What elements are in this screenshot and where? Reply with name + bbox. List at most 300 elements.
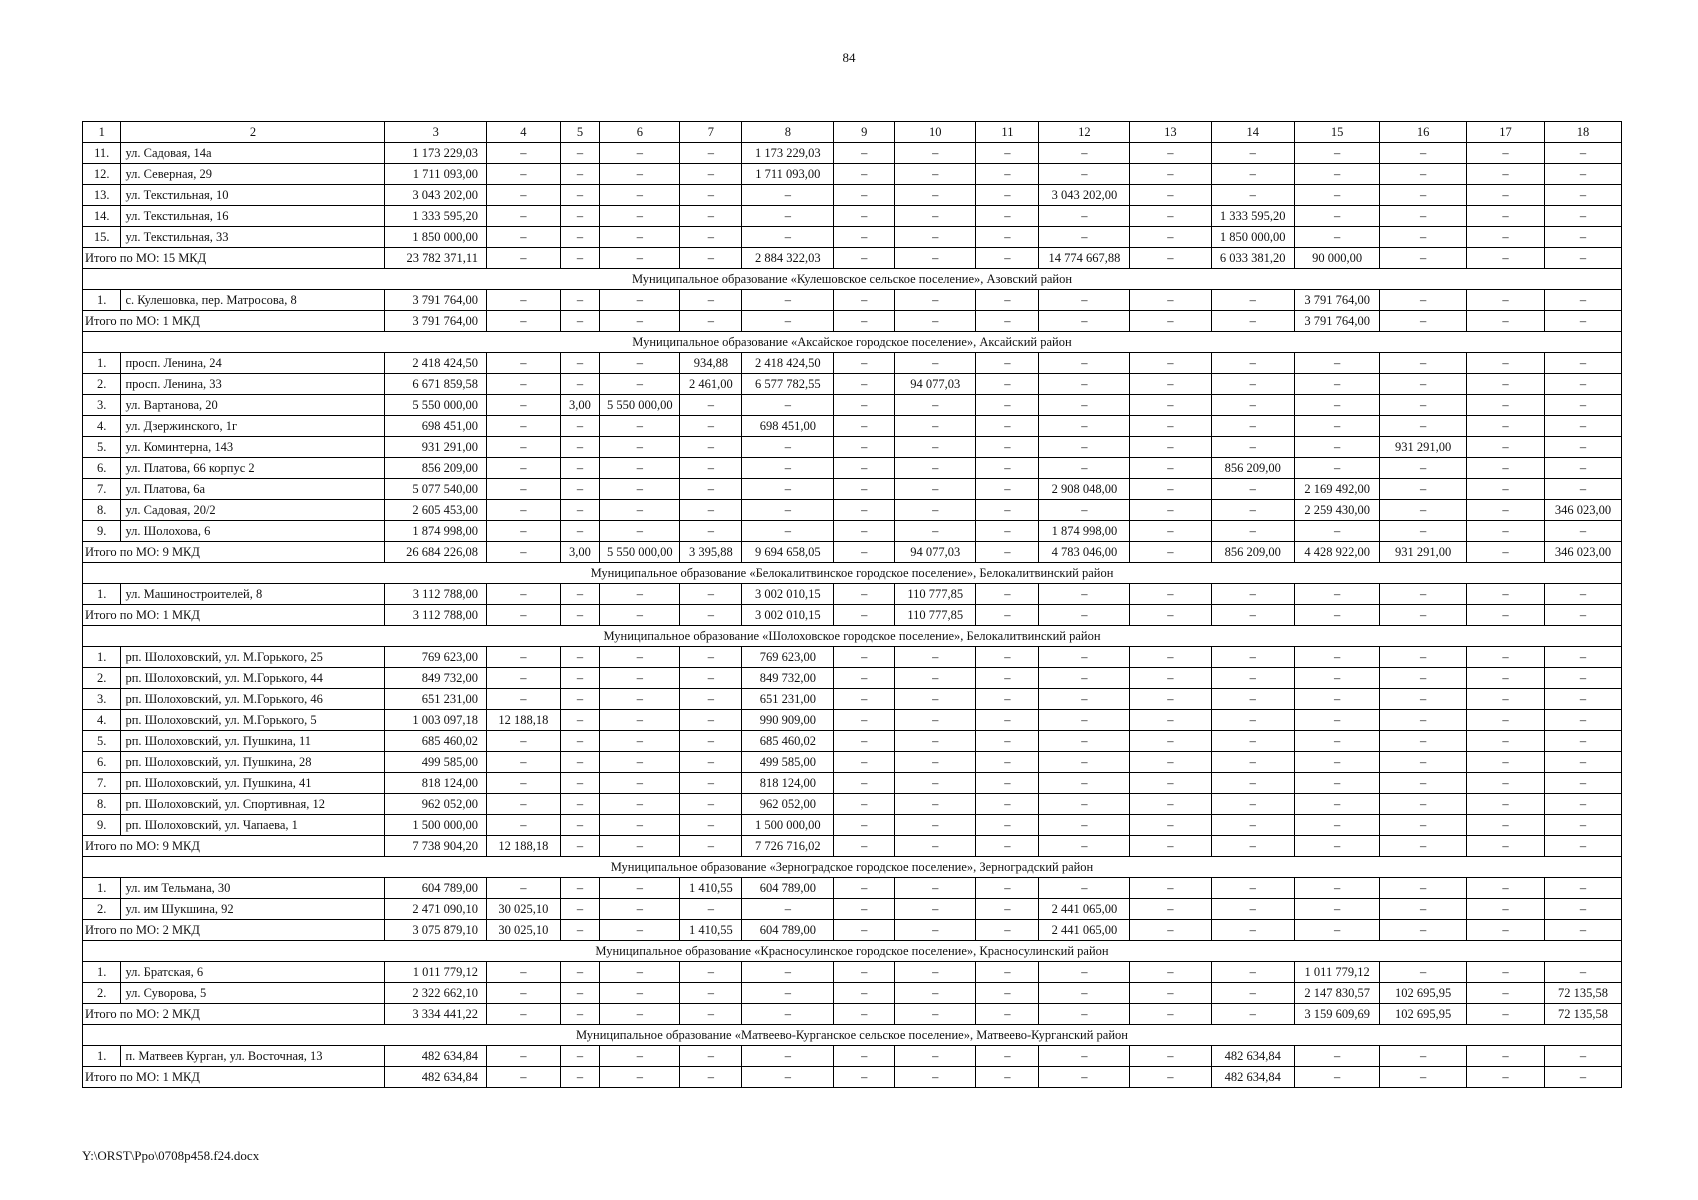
table-cell: – [1544,920,1621,941]
table-cell: – [1294,206,1380,227]
table-cell: 651 231,00 [742,689,834,710]
table-cell: – [1130,899,1211,920]
total-row [83,920,1622,941]
table-row [83,710,1622,731]
table-cell: – [834,836,895,857]
table-cell: – [680,500,742,521]
table-cell: – [976,815,1039,836]
table-cell: – [1294,584,1380,605]
table-cell: – [1544,290,1621,311]
table-cell: – [976,752,1039,773]
table-cell: 6 033 381,20 [1211,248,1294,269]
table-cell: – [895,647,976,668]
table-cell: – [976,983,1039,1004]
table-cell: – [680,416,742,437]
table-cell: – [1380,1046,1467,1067]
table-cell: – [1039,437,1130,458]
address-cell: рп. Шолоховский, ул. М.Горького, 25 [121,647,385,668]
table-cell: – [560,248,600,269]
table-cell: 685 460,02 [742,731,834,752]
table-cell: 698 451,00 [385,416,487,437]
table-cell: – [600,836,680,857]
table-cell: 1 173 229,03 [742,143,834,164]
table-cell: – [1544,479,1621,500]
table-cell: – [976,164,1039,185]
row-number: 8. [83,500,121,521]
table-cell: 4 783 046,00 [1039,542,1130,563]
table-cell: – [680,311,742,332]
table-cell: – [1294,416,1380,437]
table-cell: – [1130,920,1211,941]
column-number: 2 [121,122,385,143]
table-cell: – [1466,647,1544,668]
column-number: 16 [1380,122,1467,143]
address-cell: с. Кулешовка, пер. Матросова, 8 [121,290,385,311]
table-cell: – [680,983,742,1004]
table-cell: – [1380,773,1467,794]
table-cell: – [1466,1046,1544,1067]
table-cell: 2 147 830,57 [1294,983,1380,1004]
municipality-title: Муниципальное образование «Аксайское городское поселение», Аксайский район [83,332,1622,353]
table-cell: – [600,731,680,752]
table-cell: – [1039,374,1130,395]
table-cell: – [1130,983,1211,1004]
table-cell: 1 410,55 [680,878,742,899]
municipality-title: Муниципальное образование «Кулешовское сельское поселение», Азовский район [83,269,1622,290]
table-cell: – [1211,584,1294,605]
table-cell: – [560,500,600,521]
total-label: Итого по МО: 2 МКД [83,1004,385,1025]
table-cell: – [1466,668,1544,689]
table-cell: – [1380,794,1467,815]
table-cell: – [560,143,600,164]
table-cell: – [1544,521,1621,542]
table-cell: – [1130,479,1211,500]
table-cell: – [600,290,680,311]
table-cell: – [1544,164,1621,185]
table-cell: – [742,521,834,542]
table-cell: – [1544,437,1621,458]
table-cell: – [1380,878,1467,899]
table-cell: – [1380,920,1467,941]
table-cell: – [895,437,976,458]
table-cell: – [1130,374,1211,395]
row-number: 1. [83,878,121,899]
table-cell: – [1466,731,1544,752]
table-cell: – [486,962,560,983]
table-cell: – [976,521,1039,542]
table-cell: – [680,479,742,500]
table-cell: – [834,542,895,563]
row-number: 7. [83,773,121,794]
table-cell: – [1380,647,1467,668]
table-cell: – [1380,248,1467,269]
table-cell: 2 884 322,03 [742,248,834,269]
table-cell: – [895,773,976,794]
table-cell: – [1130,962,1211,983]
table-cell: – [742,962,834,983]
table-cell: 1 500 000,00 [385,815,487,836]
table-cell: – [976,899,1039,920]
table-cell: – [486,395,560,416]
address-cell: п. Матвеев Курган, ул. Восточная, 13 [121,1046,385,1067]
table-cell: 7 726 716,02 [742,836,834,857]
table-cell: – [976,353,1039,374]
table-cell: – [1466,227,1544,248]
table-cell: – [895,920,976,941]
table-cell: – [742,395,834,416]
table-cell: – [680,458,742,479]
table-cell: – [486,437,560,458]
table-cell: 1 003 097,18 [385,710,487,731]
table-cell: – [1039,206,1130,227]
table-cell: – [834,395,895,416]
footer-file-path: Y:\ORST\Ppo\0708p458.f24.docx [82,1148,260,1163]
table-cell: 962 052,00 [385,794,487,815]
table-cell: – [1211,311,1294,332]
table-cell: – [742,899,834,920]
table-cell: – [1130,647,1211,668]
table-cell: – [560,1046,600,1067]
table-cell: – [1466,353,1544,374]
table-cell: – [1211,1004,1294,1025]
table-cell: – [834,248,895,269]
table-cell: – [486,353,560,374]
total-row [83,1004,1622,1025]
table-cell: – [1294,773,1380,794]
table-row [83,731,1622,752]
table-cell: – [834,500,895,521]
table-cell: – [1039,1067,1130,1088]
table-cell: – [1544,836,1621,857]
table-cell: – [486,542,560,563]
table-row [83,878,1622,899]
table-cell: – [895,836,976,857]
address-cell: ул. Коминтерна, 143 [121,437,385,458]
table-cell: – [1294,164,1380,185]
row-number: 2. [83,899,121,920]
row-number: 4. [83,416,121,437]
table-cell: – [1039,584,1130,605]
table-cell: – [560,605,600,626]
table-cell: – [560,752,600,773]
table-cell: – [895,227,976,248]
table-cell: – [1380,353,1467,374]
table-cell: – [600,374,680,395]
table-cell: 102 695,95 [1380,1004,1467,1025]
table-cell: 2 322 662,10 [385,983,487,1004]
table-cell: 651 231,00 [385,689,487,710]
column-number: 3 [385,122,487,143]
table-cell: – [1039,164,1130,185]
row-number: 2. [83,668,121,689]
table-cell: – [1466,311,1544,332]
table-cell: – [1544,815,1621,836]
table-cell: – [895,1067,976,1088]
address-cell: ул. Вартанова, 20 [121,395,385,416]
total-label: Итого по МО: 2 МКД [83,920,385,941]
address-cell: рп. Шолоховский, ул. М.Горького, 5 [121,710,385,731]
table-cell: – [1544,731,1621,752]
table-cell: 26 684 226,08 [385,542,487,563]
table-cell: – [834,731,895,752]
table-cell: 3 791 764,00 [385,311,487,332]
total-label: Итого по МО: 9 МКД [83,836,385,857]
table-cell: – [560,227,600,248]
table-cell: – [486,752,560,773]
municipality-section-row [83,269,1622,290]
table-cell: – [1544,185,1621,206]
table-cell: – [560,773,600,794]
table-cell: – [1466,752,1544,773]
table-cell: – [742,311,834,332]
table-cell: – [560,836,600,857]
address-cell: ул. Дзержинского, 1г [121,416,385,437]
table-cell: – [560,479,600,500]
table-cell: – [976,1046,1039,1067]
table-cell: 90 000,00 [1294,248,1380,269]
table-cell: – [976,710,1039,731]
table-cell: – [976,374,1039,395]
table-cell: – [895,458,976,479]
table-cell: – [834,290,895,311]
table-cell: 6 577 782,55 [742,374,834,395]
table-cell: – [600,458,680,479]
table-cell: – [1294,185,1380,206]
table-cell: – [834,878,895,899]
total-label: Итого по МО: 1 МКД [83,311,385,332]
table-cell: 3 791 764,00 [385,290,487,311]
table-cell: – [895,815,976,836]
total-label: Итого по МО: 1 МКД [83,605,385,626]
row-number: 1. [83,584,121,605]
table-cell: – [1544,1046,1621,1067]
row-number: 8. [83,794,121,815]
table-cell: – [680,1046,742,1067]
table-cell: – [834,164,895,185]
table-cell: – [1211,899,1294,920]
table-cell: – [834,584,895,605]
table-cell: – [1039,752,1130,773]
table-cell: – [1466,920,1544,941]
table-cell: – [1039,647,1130,668]
table-cell: – [1130,311,1211,332]
table-cell: 5 550 000,00 [600,542,680,563]
table-cell: – [1466,605,1544,626]
table-cell: – [895,479,976,500]
table-cell: – [1466,1067,1544,1088]
table-cell: – [600,920,680,941]
table-cell: 1 333 595,20 [1211,206,1294,227]
table-cell: – [486,1067,560,1088]
table-cell: – [834,521,895,542]
address-cell: ул. Северная, 29 [121,164,385,185]
table-cell: 482 634,84 [385,1046,487,1067]
table-cell: 12 188,18 [486,710,560,731]
table-cell: – [680,521,742,542]
table-row [83,290,1622,311]
municipality-title: Муниципальное образование «Матвеево-Курганское сельское поселение», Матвеево-Курганский район [83,1025,1622,1046]
table-cell: – [486,416,560,437]
row-number: 1. [83,353,121,374]
table-cell: – [834,710,895,731]
table-cell: – [1294,227,1380,248]
table-cell: – [560,983,600,1004]
table-cell: – [976,920,1039,941]
total-row [83,605,1622,626]
table-cell: – [976,731,1039,752]
table-cell: 72 135,58 [1544,1004,1621,1025]
table-cell: – [680,668,742,689]
row-number: 13. [83,185,121,206]
column-number: 18 [1544,122,1621,143]
table-cell: – [976,668,1039,689]
table-cell: 931 291,00 [1380,437,1467,458]
table-cell: – [1211,290,1294,311]
table-cell: – [1466,374,1544,395]
table-cell: – [1130,794,1211,815]
table-cell: – [486,227,560,248]
table-cell: – [1211,773,1294,794]
table-cell: – [1294,920,1380,941]
table-cell: – [560,731,600,752]
municipality-section-row [83,1025,1622,1046]
column-number: 10 [895,122,976,143]
table-row [83,668,1622,689]
table-cell: – [834,668,895,689]
table-cell: – [1294,374,1380,395]
table-cell: – [1211,668,1294,689]
row-number: 6. [83,752,121,773]
total-row [83,836,1622,857]
table-cell: – [1039,1004,1130,1025]
table-cell: – [486,290,560,311]
table-cell: – [1039,710,1130,731]
column-number: 1 [83,122,121,143]
table-cell: – [1294,395,1380,416]
table-cell: – [1294,752,1380,773]
table-cell: – [560,185,600,206]
table-cell: – [834,416,895,437]
table-cell: – [895,1046,976,1067]
table-cell: – [742,500,834,521]
address-cell: ул. Садовая, 20/2 [121,500,385,521]
table-cell: – [1039,668,1130,689]
table-cell: – [895,668,976,689]
table-row [83,983,1622,1004]
table-cell: – [486,983,560,1004]
table-cell: – [600,899,680,920]
table-cell: – [1130,710,1211,731]
table-cell: – [600,794,680,815]
table-row [83,899,1622,920]
table-cell: – [486,311,560,332]
table-cell: – [895,395,976,416]
table-cell: – [680,290,742,311]
table-cell: – [1294,689,1380,710]
table-cell: 604 789,00 [385,878,487,899]
table-cell: – [560,1067,600,1088]
table-cell: – [1294,521,1380,542]
table-cell: – [486,815,560,836]
table-row [83,962,1622,983]
table-cell: 2 441 065,00 [1039,899,1130,920]
table-cell: – [1211,731,1294,752]
table-cell: 2 461,00 [680,374,742,395]
table-cell: – [1130,416,1211,437]
table-cell: 499 585,00 [385,752,487,773]
table-cell: – [1544,647,1621,668]
row-number: 11. [83,143,121,164]
table-cell: – [1544,353,1621,374]
table-cell: 1 333 595,20 [385,206,487,227]
address-cell: рп. Шолоховский, ул. М.Горького, 44 [121,668,385,689]
table-cell: – [976,962,1039,983]
table-cell: – [1130,773,1211,794]
table-cell: – [1039,836,1130,857]
table-cell: – [895,962,976,983]
table-cell: – [1211,395,1294,416]
table-cell: – [834,794,895,815]
table-cell: – [1380,752,1467,773]
table-cell: – [834,458,895,479]
table-cell: – [600,1067,680,1088]
table-cell: – [742,185,834,206]
table-cell: – [1544,962,1621,983]
table-cell: – [895,500,976,521]
table-cell: – [486,731,560,752]
table-cell: – [1294,143,1380,164]
municipality-title: Муниципальное образование «Шолоховское городское поселение», Белокалитвинский район [83,626,1622,647]
table-cell: – [680,899,742,920]
table-cell: – [1380,815,1467,836]
table-cell: – [1211,500,1294,521]
table-cell: – [834,899,895,920]
table-cell: – [560,710,600,731]
table-cell: – [1211,437,1294,458]
address-cell: ул. Текстильная, 16 [121,206,385,227]
table-cell: 1 173 229,03 [385,143,487,164]
table-cell: 5 077 540,00 [385,479,487,500]
table-cell: – [834,920,895,941]
table-cell: – [600,416,680,437]
table-cell: 3 043 202,00 [1039,185,1130,206]
total-label: Итого по МО: 9 МКД [83,542,385,563]
table-cell: – [976,878,1039,899]
table-cell: – [1544,710,1621,731]
table-cell: 72 135,58 [1544,983,1621,1004]
table-cell: – [834,773,895,794]
table-cell: – [1544,584,1621,605]
table-row [83,458,1622,479]
table-cell: – [1380,521,1467,542]
table-cell: – [680,794,742,815]
table-cell: – [1039,227,1130,248]
table-cell: – [895,689,976,710]
table-cell: 3 112 788,00 [385,605,487,626]
table-cell: – [1039,500,1130,521]
table-cell: – [1211,983,1294,1004]
table-cell: 849 732,00 [742,668,834,689]
table-cell: – [1544,1067,1621,1088]
table-cell: – [1466,521,1544,542]
table-cell: – [1380,227,1467,248]
table-cell: 1 011 779,12 [1294,962,1380,983]
table-cell: – [600,164,680,185]
table-cell: – [560,962,600,983]
column-number: 17 [1466,122,1544,143]
table-cell: 94 077,03 [895,374,976,395]
